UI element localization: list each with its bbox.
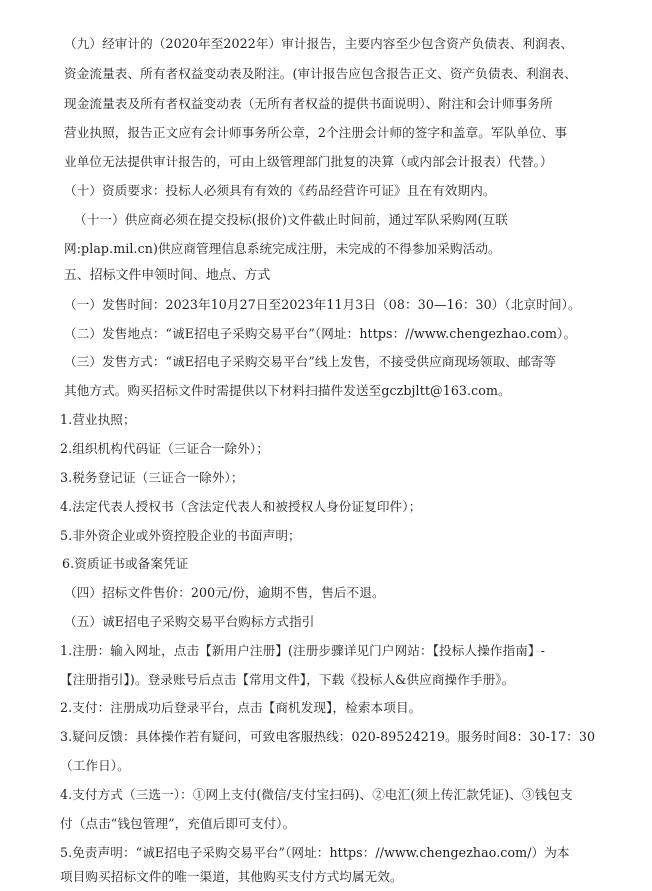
list-item-authorization: 4.法定代表人授权书（含法定代表人和被授权人身份证复印件）； [60,499,422,514]
text-line-feedback-2: （工作日）。 [60,758,130,773]
text-line-payment: 2.支付：注册成功后登录平台，点击【商机发现】，检索本项目。 [60,700,422,715]
text-line-registration-1: （十一）供应商必须在提交投标(报价)文件截止时间前，通过军队采购网(互联 [74,212,508,227]
text-line-pay-method-2: 付（点击“钱包管理”，充值后即可支付）。 [60,816,296,831]
list-item-business-license: 1.营业执照； [60,412,136,427]
text-line-registration-2: 网:plap.mil.cn)供应商管理信息系统完成注册，未完成的不得参加采购活动。 [64,241,501,256]
text-line-sale-method-1: （三）发售方式：“诚E招电子采购交易平台”线上发售，不接受供应商现场领取、邮寄等 [64,354,557,369]
list-item-org-code: 2.组织机构代码证（三证合一除外）； [60,441,270,456]
list-item-certificate: 6.资质证书或备案凭证 [62,556,189,571]
list-item-tax-registration: 3.税务登记证（三证合一除外）； [60,470,244,485]
text-line-sale-method-2: 其他方式。购买招标文件时需提供以下材料扫描件发送至gczbjltt@163.com。 [64,383,511,398]
text-line-qualification: （十）资质要求：投标人必须具有有效的《药品经营许可证》且在有效期内。 [64,183,496,198]
text-line-pay-method-1: 4.支付方式（三选一）：①网上支付(微信/支付宝扫码)、②电汇(须上传汇款凭证)、③钱包支 [60,787,573,802]
text-line-audit-3: 现金流量表及所有者权益变动表（无所有者权益的提供书面说明）、附注和会计师事务所 [64,96,553,111]
text-line-register-2: 【注册指引】)。登录账号后点击【常用文件】，下载《投标人&供应商操作手册》。 [60,672,515,687]
text-line-audit-1: （九）经审计的（2020年至2022年）审计报告，主要内容至少包含资产负债表、利润表、 [64,36,574,51]
text-line-disclaimer-1: 5.免责声明：“诚E招电子采购交易平台”（网址：https：//www.chengezhao.com/）为本 [60,845,570,860]
text-line-price: （四）招标文件售价：200元/份，逾期不售，售后不退。 [64,585,385,600]
text-line-audit-5: 业单位无法提供审计报告的，可由上级管理部门批复的决算（或内部会计报表）代替。） [64,154,553,169]
text-line-register-1: 1.注册：输入网址，点击【新用户注册】(注册步骤详见门户网站：【投标人操作指南】- [60,643,545,658]
section-heading-five: 五、招标文件申领时间、地点、方式 [64,268,271,283]
text-line-audit-2: 资金流量表、所有者权益变动表及附注。(审计报告应包含报告正文、资产负债表、利润表、 [64,66,577,81]
list-item-non-foreign: 5.非外资企业或外资控股企业的书面声明； [60,528,301,543]
text-line-sale-place: （二）发售地点：“诚E招电子采购交易平台”（网址：https：//www.chengezhao.com）。 [64,326,577,341]
text-line-guide-heading: （五）诚E招电子采购交易平台购标方式指引 [64,614,315,629]
text-line-audit-4: 营业执照，报告正文应有会计师事务所公章，2个注册会计师的签字和盖章。军队单位、事 [64,125,568,140]
text-line-disclaimer-2: 项目购买招标文件的唯一渠道，其他购买支付方式均属无效。 [60,869,403,884]
text-line-feedback-1: 3.疑问反馈：具体操作若有疑问，可致电客服热线：020-89524219。服务时间8：30-17：30 [60,729,596,744]
text-line-sale-time: （一）发售时间：2023年10月27日至2023年11月3日（08：30—16：30）（北京时间）。 [64,297,581,312]
